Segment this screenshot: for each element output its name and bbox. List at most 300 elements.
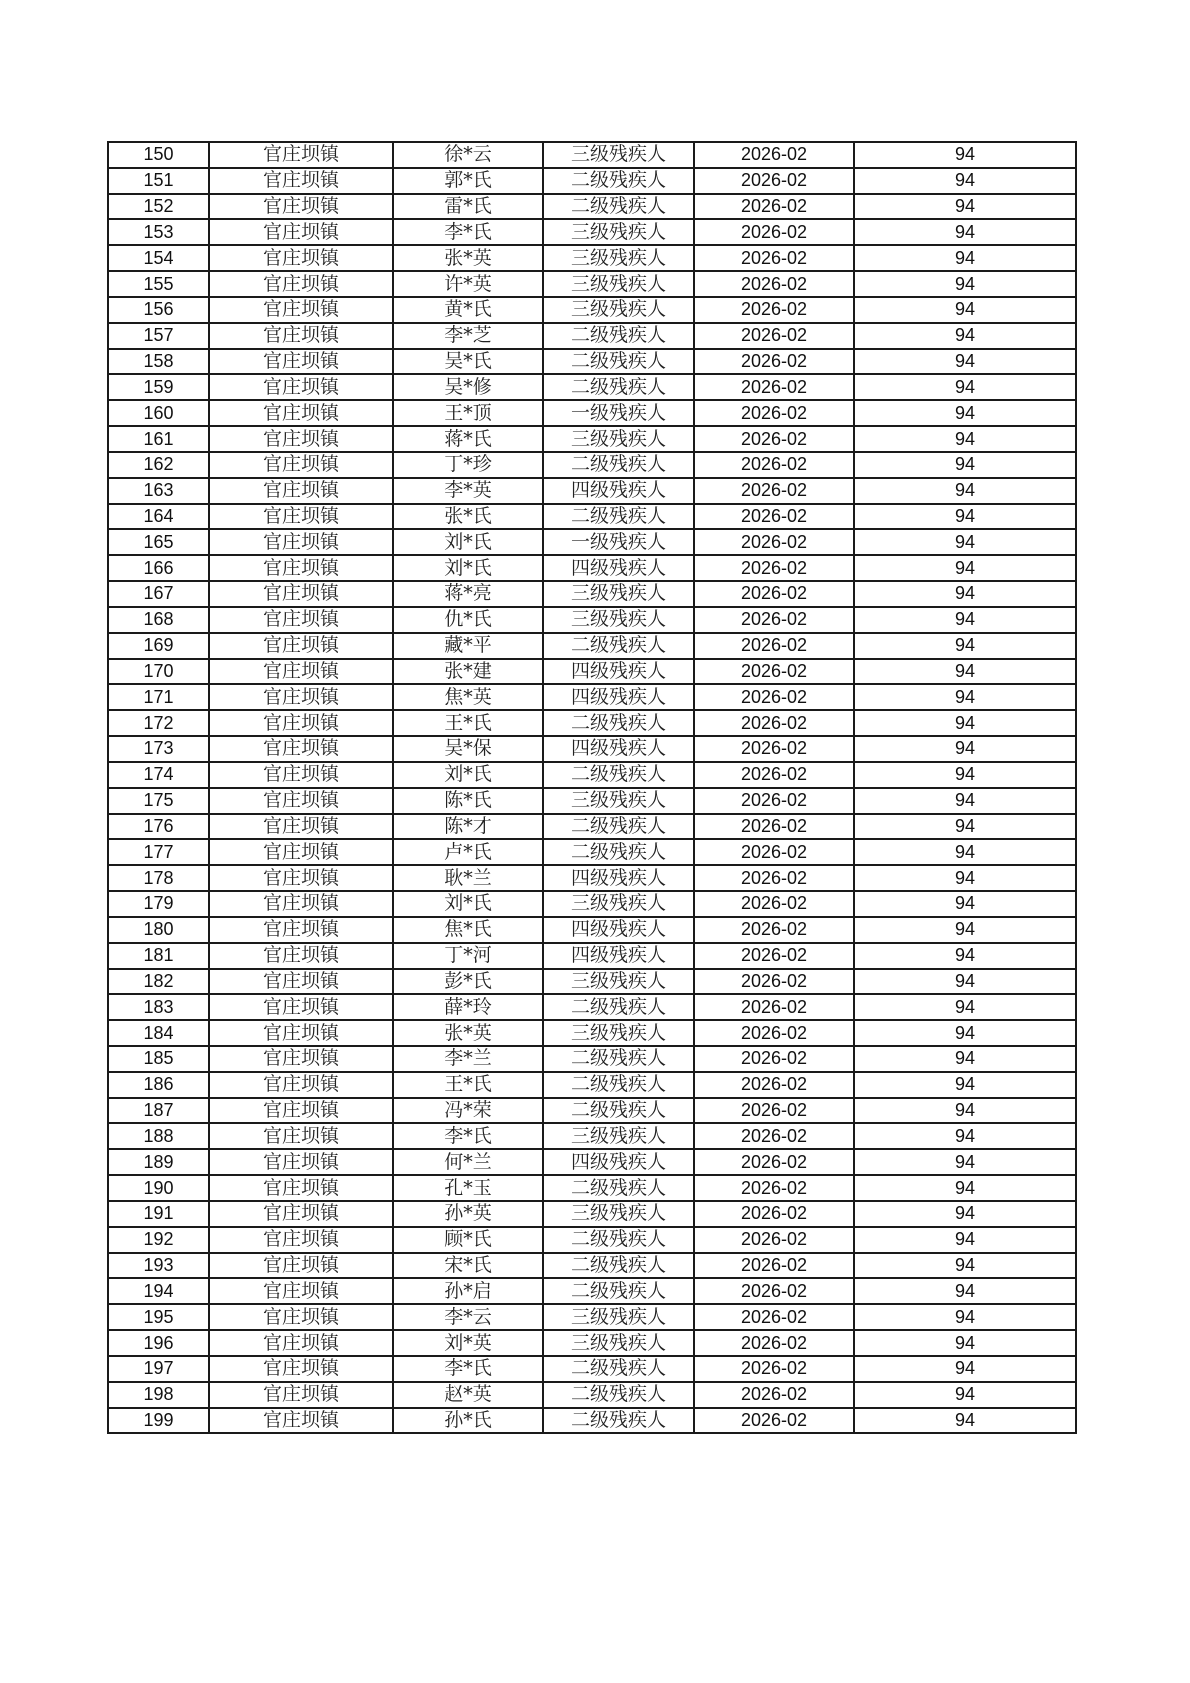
person-name-cell: 吴*保 xyxy=(393,736,543,762)
month-cell: 2026-02 xyxy=(694,426,854,452)
amount-cell: 94 xyxy=(854,633,1076,659)
person-name-cell: 刘*英 xyxy=(393,1330,543,1356)
month-cell: 2026-02 xyxy=(694,349,854,375)
person-name-cell: 李*英 xyxy=(393,478,543,504)
town-cell: 官庄坝镇 xyxy=(209,323,393,349)
disability-level-cell: 三级残疾人 xyxy=(543,1201,694,1227)
table-row xyxy=(108,1382,1076,1408)
disability-level-cell: 三级残疾人 xyxy=(543,297,694,323)
amount-cell: 94 xyxy=(854,1123,1076,1149)
amount-cell: 94 xyxy=(854,1201,1076,1227)
person-name-cell: 王*氏 xyxy=(393,1072,543,1098)
town-cell: 官庄坝镇 xyxy=(209,1020,393,1046)
month-cell: 2026-02 xyxy=(694,142,854,168)
disability-level-cell: 二级残疾人 xyxy=(543,168,694,194)
serial-number-cell: 166 xyxy=(108,555,209,581)
month-cell: 2026-02 xyxy=(694,452,854,478)
amount-cell: 94 xyxy=(854,1149,1076,1175)
town-cell: 官庄坝镇 xyxy=(209,1175,393,1201)
serial-number-cell: 196 xyxy=(108,1330,209,1356)
amount-cell: 94 xyxy=(854,684,1076,710)
table-row xyxy=(108,994,1076,1020)
person-name-cell: 彭*氏 xyxy=(393,969,543,995)
town-cell: 官庄坝镇 xyxy=(209,271,393,297)
person-name-cell: 丁*河 xyxy=(393,943,543,969)
month-cell: 2026-02 xyxy=(694,1201,854,1227)
amount-cell: 94 xyxy=(854,1304,1076,1330)
person-name-cell: 黄*氏 xyxy=(393,297,543,323)
month-cell: 2026-02 xyxy=(694,1020,854,1046)
town-cell: 官庄坝镇 xyxy=(209,969,393,995)
disability-level-cell: 二级残疾人 xyxy=(543,633,694,659)
serial-number-cell: 171 xyxy=(108,684,209,710)
serial-number-cell: 155 xyxy=(108,271,209,297)
table-row xyxy=(108,788,1076,814)
amount-cell: 94 xyxy=(854,814,1076,840)
town-cell: 官庄坝镇 xyxy=(209,1408,393,1434)
serial-number-cell: 175 xyxy=(108,788,209,814)
month-cell: 2026-02 xyxy=(694,194,854,220)
amount-cell: 94 xyxy=(854,917,1076,943)
table-row xyxy=(108,1227,1076,1253)
amount-cell: 94 xyxy=(854,245,1076,271)
disability-level-cell: 三级残疾人 xyxy=(543,891,694,917)
disability-level-cell: 四级残疾人 xyxy=(543,736,694,762)
disability-level-cell: 二级残疾人 xyxy=(543,323,694,349)
amount-cell: 94 xyxy=(854,839,1076,865)
person-name-cell: 孙*氏 xyxy=(393,1408,543,1434)
month-cell: 2026-02 xyxy=(694,1098,854,1124)
amount-cell: 94 xyxy=(854,323,1076,349)
month-cell: 2026-02 xyxy=(694,1408,854,1434)
amount-cell: 94 xyxy=(854,1330,1076,1356)
person-name-cell: 孙*启 xyxy=(393,1278,543,1304)
town-cell: 官庄坝镇 xyxy=(209,994,393,1020)
serial-number-cell: 184 xyxy=(108,1020,209,1046)
town-cell: 官庄坝镇 xyxy=(209,297,393,323)
amount-cell: 94 xyxy=(854,478,1076,504)
town-cell: 官庄坝镇 xyxy=(209,684,393,710)
month-cell: 2026-02 xyxy=(694,1278,854,1304)
table-row xyxy=(108,271,1076,297)
table-row xyxy=(108,349,1076,375)
person-name-cell: 张*英 xyxy=(393,1020,543,1046)
serial-number-cell: 167 xyxy=(108,581,209,607)
serial-number-cell: 197 xyxy=(108,1356,209,1382)
serial-number-cell: 169 xyxy=(108,633,209,659)
town-cell: 官庄坝镇 xyxy=(209,168,393,194)
person-name-cell: 王*氏 xyxy=(393,710,543,736)
disability-level-cell: 三级残疾人 xyxy=(543,1020,694,1046)
person-name-cell: 李*云 xyxy=(393,1304,543,1330)
person-name-cell: 孙*英 xyxy=(393,1201,543,1227)
table-row xyxy=(108,168,1076,194)
month-cell: 2026-02 xyxy=(694,659,854,685)
serial-number-cell: 183 xyxy=(108,994,209,1020)
town-cell: 官庄坝镇 xyxy=(209,452,393,478)
table-row xyxy=(108,762,1076,788)
serial-number-cell: 172 xyxy=(108,710,209,736)
subsidy-roster-table xyxy=(107,141,1077,1434)
amount-cell: 94 xyxy=(854,452,1076,478)
town-cell: 官庄坝镇 xyxy=(209,1253,393,1279)
person-name-cell: 张*氏 xyxy=(393,504,543,530)
town-cell: 官庄坝镇 xyxy=(209,1098,393,1124)
disability-level-cell: 二级残疾人 xyxy=(543,1408,694,1434)
table-row xyxy=(108,297,1076,323)
month-cell: 2026-02 xyxy=(694,478,854,504)
disability-level-cell: 三级残疾人 xyxy=(543,219,694,245)
person-name-cell: 雷*氏 xyxy=(393,194,543,220)
table-row xyxy=(108,943,1076,969)
amount-cell: 94 xyxy=(854,168,1076,194)
amount-cell: 94 xyxy=(854,555,1076,581)
person-name-cell: 何*兰 xyxy=(393,1149,543,1175)
disability-level-cell: 二级残疾人 xyxy=(543,1072,694,1098)
amount-cell: 94 xyxy=(854,943,1076,969)
month-cell: 2026-02 xyxy=(694,736,854,762)
table-row xyxy=(108,323,1076,349)
table-row xyxy=(108,1149,1076,1175)
table-row xyxy=(108,1123,1076,1149)
amount-cell: 94 xyxy=(854,1278,1076,1304)
disability-level-cell: 二级残疾人 xyxy=(543,1278,694,1304)
table-row xyxy=(108,478,1076,504)
serial-number-cell: 179 xyxy=(108,891,209,917)
disability-level-cell: 二级残疾人 xyxy=(543,1227,694,1253)
town-cell: 官庄坝镇 xyxy=(209,1278,393,1304)
disability-level-cell: 三级残疾人 xyxy=(543,788,694,814)
person-name-cell: 刘*氏 xyxy=(393,891,543,917)
town-cell: 官庄坝镇 xyxy=(209,142,393,168)
month-cell: 2026-02 xyxy=(694,1149,854,1175)
table-row xyxy=(108,607,1076,633)
serial-number-cell: 185 xyxy=(108,1046,209,1072)
person-name-cell: 许*英 xyxy=(393,271,543,297)
amount-cell: 94 xyxy=(854,659,1076,685)
serial-number-cell: 198 xyxy=(108,1382,209,1408)
month-cell: 2026-02 xyxy=(694,1175,854,1201)
serial-number-cell: 182 xyxy=(108,969,209,995)
disability-level-cell: 四级残疾人 xyxy=(543,478,694,504)
serial-number-cell: 178 xyxy=(108,865,209,891)
serial-number-cell: 190 xyxy=(108,1175,209,1201)
person-name-cell: 王*顶 xyxy=(393,400,543,426)
serial-number-cell: 164 xyxy=(108,504,209,530)
disability-level-cell: 三级残疾人 xyxy=(543,969,694,995)
serial-number-cell: 199 xyxy=(108,1408,209,1434)
amount-cell: 94 xyxy=(854,969,1076,995)
month-cell: 2026-02 xyxy=(694,684,854,710)
disability-level-cell: 二级残疾人 xyxy=(543,374,694,400)
amount-cell: 94 xyxy=(854,1408,1076,1434)
serial-number-cell: 152 xyxy=(108,194,209,220)
person-name-cell: 陈*才 xyxy=(393,814,543,840)
disability-level-cell: 四级残疾人 xyxy=(543,943,694,969)
town-cell: 官庄坝镇 xyxy=(209,194,393,220)
town-cell: 官庄坝镇 xyxy=(209,349,393,375)
month-cell: 2026-02 xyxy=(694,633,854,659)
town-cell: 官庄坝镇 xyxy=(209,1201,393,1227)
amount-cell: 94 xyxy=(854,271,1076,297)
serial-number-cell: 181 xyxy=(108,943,209,969)
disability-level-cell: 一级残疾人 xyxy=(543,400,694,426)
amount-cell: 94 xyxy=(854,607,1076,633)
disability-level-cell: 二级残疾人 xyxy=(543,1356,694,1382)
month-cell: 2026-02 xyxy=(694,168,854,194)
disability-level-cell: 三级残疾人 xyxy=(543,607,694,633)
table-row xyxy=(108,891,1076,917)
disability-level-cell: 二级残疾人 xyxy=(543,814,694,840)
amount-cell: 94 xyxy=(854,581,1076,607)
person-name-cell: 焦*英 xyxy=(393,684,543,710)
person-name-cell: 薛*玲 xyxy=(393,994,543,1020)
month-cell: 2026-02 xyxy=(694,297,854,323)
town-cell: 官庄坝镇 xyxy=(209,1149,393,1175)
person-name-cell: 藏*平 xyxy=(393,633,543,659)
month-cell: 2026-02 xyxy=(694,710,854,736)
town-cell: 官庄坝镇 xyxy=(209,762,393,788)
serial-number-cell: 189 xyxy=(108,1149,209,1175)
disability-level-cell: 一级残疾人 xyxy=(543,529,694,555)
serial-number-cell: 156 xyxy=(108,297,209,323)
serial-number-cell: 195 xyxy=(108,1304,209,1330)
month-cell: 2026-02 xyxy=(694,1382,854,1408)
amount-cell: 94 xyxy=(854,1382,1076,1408)
serial-number-cell: 158 xyxy=(108,349,209,375)
amount-cell: 94 xyxy=(854,142,1076,168)
month-cell: 2026-02 xyxy=(694,271,854,297)
month-cell: 2026-02 xyxy=(694,762,854,788)
serial-number-cell: 161 xyxy=(108,426,209,452)
month-cell: 2026-02 xyxy=(694,839,854,865)
month-cell: 2026-02 xyxy=(694,219,854,245)
table-row xyxy=(108,504,1076,530)
amount-cell: 94 xyxy=(854,1072,1076,1098)
amount-cell: 94 xyxy=(854,865,1076,891)
serial-number-cell: 165 xyxy=(108,529,209,555)
person-name-cell: 张*英 xyxy=(393,245,543,271)
month-cell: 2026-02 xyxy=(694,581,854,607)
table-row xyxy=(108,1304,1076,1330)
town-cell: 官庄坝镇 xyxy=(209,814,393,840)
month-cell: 2026-02 xyxy=(694,323,854,349)
town-cell: 官庄坝镇 xyxy=(209,219,393,245)
serial-number-cell: 160 xyxy=(108,400,209,426)
table-row xyxy=(108,659,1076,685)
serial-number-cell: 192 xyxy=(108,1227,209,1253)
town-cell: 官庄坝镇 xyxy=(209,659,393,685)
disability-level-cell: 二级残疾人 xyxy=(543,839,694,865)
town-cell: 官庄坝镇 xyxy=(209,736,393,762)
town-cell: 官庄坝镇 xyxy=(209,788,393,814)
serial-number-cell: 180 xyxy=(108,917,209,943)
person-name-cell: 吴*修 xyxy=(393,374,543,400)
town-cell: 官庄坝镇 xyxy=(209,710,393,736)
disability-level-cell: 二级残疾人 xyxy=(543,762,694,788)
serial-number-cell: 186 xyxy=(108,1072,209,1098)
month-cell: 2026-02 xyxy=(694,969,854,995)
person-name-cell: 吴*氏 xyxy=(393,349,543,375)
disability-level-cell: 二级残疾人 xyxy=(543,994,694,1020)
amount-cell: 94 xyxy=(854,710,1076,736)
person-name-cell: 李*氏 xyxy=(393,1123,543,1149)
table-row xyxy=(108,142,1076,168)
town-cell: 官庄坝镇 xyxy=(209,478,393,504)
disability-level-cell: 四级残疾人 xyxy=(543,555,694,581)
disability-level-cell: 三级残疾人 xyxy=(543,1304,694,1330)
month-cell: 2026-02 xyxy=(694,1046,854,1072)
month-cell: 2026-02 xyxy=(694,917,854,943)
town-cell: 官庄坝镇 xyxy=(209,1072,393,1098)
amount-cell: 94 xyxy=(854,891,1076,917)
person-name-cell: 丁*珍 xyxy=(393,452,543,478)
table-row xyxy=(108,194,1076,220)
person-name-cell: 仇*氏 xyxy=(393,607,543,633)
town-cell: 官庄坝镇 xyxy=(209,943,393,969)
serial-number-cell: 188 xyxy=(108,1123,209,1149)
serial-number-cell: 173 xyxy=(108,736,209,762)
disability-level-cell: 三级残疾人 xyxy=(543,245,694,271)
town-cell: 官庄坝镇 xyxy=(209,1304,393,1330)
month-cell: 2026-02 xyxy=(694,400,854,426)
table-row xyxy=(108,969,1076,995)
town-cell: 官庄坝镇 xyxy=(209,1330,393,1356)
table-row xyxy=(108,710,1076,736)
disability-level-cell: 四级残疾人 xyxy=(543,659,694,685)
amount-cell: 94 xyxy=(854,529,1076,555)
table-row xyxy=(108,374,1076,400)
person-name-cell: 卢*氏 xyxy=(393,839,543,865)
amount-cell: 94 xyxy=(854,1356,1076,1382)
table-row xyxy=(108,452,1076,478)
month-cell: 2026-02 xyxy=(694,865,854,891)
amount-cell: 94 xyxy=(854,994,1076,1020)
table-row xyxy=(108,1408,1076,1434)
amount-cell: 94 xyxy=(854,762,1076,788)
person-name-cell: 李*氏 xyxy=(393,219,543,245)
table-row xyxy=(108,245,1076,271)
disability-level-cell: 四级残疾人 xyxy=(543,865,694,891)
table-row xyxy=(108,1098,1076,1124)
disability-level-cell: 四级残疾人 xyxy=(543,917,694,943)
town-cell: 官庄坝镇 xyxy=(209,1046,393,1072)
town-cell: 官庄坝镇 xyxy=(209,581,393,607)
serial-number-cell: 193 xyxy=(108,1253,209,1279)
amount-cell: 94 xyxy=(854,1020,1076,1046)
amount-cell: 94 xyxy=(854,1098,1076,1124)
amount-cell: 94 xyxy=(854,1253,1076,1279)
disability-level-cell: 四级残疾人 xyxy=(543,1149,694,1175)
person-name-cell: 蒋*亮 xyxy=(393,581,543,607)
disability-level-cell: 三级残疾人 xyxy=(543,1123,694,1149)
month-cell: 2026-02 xyxy=(694,1123,854,1149)
person-name-cell: 张*建 xyxy=(393,659,543,685)
amount-cell: 94 xyxy=(854,349,1076,375)
table-row xyxy=(108,865,1076,891)
table-row xyxy=(108,1072,1076,1098)
table-row xyxy=(108,581,1076,607)
serial-number-cell: 194 xyxy=(108,1278,209,1304)
table-row xyxy=(108,814,1076,840)
town-cell: 官庄坝镇 xyxy=(209,865,393,891)
town-cell: 官庄坝镇 xyxy=(209,1123,393,1149)
month-cell: 2026-02 xyxy=(694,814,854,840)
person-name-cell: 耿*兰 xyxy=(393,865,543,891)
table-row xyxy=(108,1201,1076,1227)
month-cell: 2026-02 xyxy=(694,1253,854,1279)
amount-cell: 94 xyxy=(854,1227,1076,1253)
disability-level-cell: 三级残疾人 xyxy=(543,581,694,607)
serial-number-cell: 162 xyxy=(108,452,209,478)
month-cell: 2026-02 xyxy=(694,245,854,271)
month-cell: 2026-02 xyxy=(694,1330,854,1356)
serial-number-cell: 170 xyxy=(108,659,209,685)
table-row xyxy=(108,839,1076,865)
table-row xyxy=(108,219,1076,245)
disability-level-cell: 二级残疾人 xyxy=(543,1098,694,1124)
disability-level-cell: 四级残疾人 xyxy=(543,684,694,710)
table-row xyxy=(108,1253,1076,1279)
person-name-cell: 郭*氏 xyxy=(393,168,543,194)
town-cell: 官庄坝镇 xyxy=(209,633,393,659)
table-row xyxy=(108,736,1076,762)
month-cell: 2026-02 xyxy=(694,1356,854,1382)
table-row xyxy=(108,1356,1076,1382)
person-name-cell: 顾*氏 xyxy=(393,1227,543,1253)
disability-level-cell: 二级残疾人 xyxy=(543,194,694,220)
disability-level-cell: 二级残疾人 xyxy=(543,452,694,478)
table-row xyxy=(108,1046,1076,1072)
person-name-cell: 陈*氏 xyxy=(393,788,543,814)
month-cell: 2026-02 xyxy=(694,529,854,555)
town-cell: 官庄坝镇 xyxy=(209,555,393,581)
serial-number-cell: 191 xyxy=(108,1201,209,1227)
amount-cell: 94 xyxy=(854,1175,1076,1201)
month-cell: 2026-02 xyxy=(694,374,854,400)
month-cell: 2026-02 xyxy=(694,1304,854,1330)
person-name-cell: 刘*氏 xyxy=(393,529,543,555)
person-name-cell: 刘*氏 xyxy=(393,555,543,581)
person-name-cell: 孔*玉 xyxy=(393,1175,543,1201)
disability-level-cell: 二级残疾人 xyxy=(543,1046,694,1072)
town-cell: 官庄坝镇 xyxy=(209,529,393,555)
person-name-cell: 徐*云 xyxy=(393,142,543,168)
serial-number-cell: 187 xyxy=(108,1098,209,1124)
town-cell: 官庄坝镇 xyxy=(209,504,393,530)
month-cell: 2026-02 xyxy=(694,1072,854,1098)
town-cell: 官庄坝镇 xyxy=(209,1227,393,1253)
table-row xyxy=(108,1175,1076,1201)
table-row xyxy=(108,1278,1076,1304)
person-name-cell: 赵*英 xyxy=(393,1382,543,1408)
town-cell: 官庄坝镇 xyxy=(209,245,393,271)
town-cell: 官庄坝镇 xyxy=(209,426,393,452)
person-name-cell: 宋*氏 xyxy=(393,1253,543,1279)
town-cell: 官庄坝镇 xyxy=(209,1356,393,1382)
disability-level-cell: 二级残疾人 xyxy=(543,1253,694,1279)
amount-cell: 94 xyxy=(854,194,1076,220)
serial-number-cell: 174 xyxy=(108,762,209,788)
table-row xyxy=(108,1330,1076,1356)
month-cell: 2026-02 xyxy=(694,607,854,633)
disability-level-cell: 三级残疾人 xyxy=(543,271,694,297)
disability-level-cell: 二级残疾人 xyxy=(543,504,694,530)
disability-level-cell: 二级残疾人 xyxy=(543,710,694,736)
table-row xyxy=(108,633,1076,659)
serial-number-cell: 159 xyxy=(108,374,209,400)
table-row xyxy=(108,684,1076,710)
